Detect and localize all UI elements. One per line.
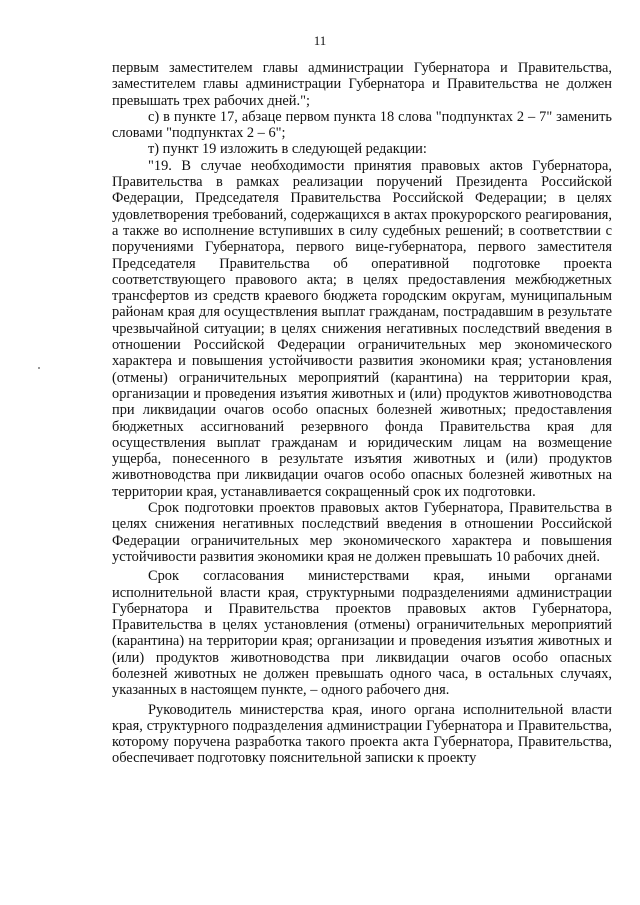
page-number: 11 [313,33,327,48]
paragraph-head-responsibility: Руководитель министерства края, иного органа исполнительной власти края, структурного подразделения администрации Губернатора и Правительства, которому поручена разработка такого проекта акта Губернатора, Правительства, обеспечивает подготовку пояснительной записки к проекту [112,701,612,767]
paragraph-clause-19: "19. В случае необходимости принятия правовых актов Губернатора, Правительства в рамках реализации поручений Президента Российской Федерации, Председателя Правительства Российской Федерации; в целях удовлетворения требований, содержащихся в актах прокурорского реагирования, а также во исполнение вступивших в силу судебных решений; в соответствии с поручениями Губернатора, первого вице-губернатора, первого заместителя Председателя Правительства об оперативной подготовке проекта соответствующего правового акта; в целях предоставления межбюджетных трансфертов из средств краевого бюджета городским округам, муниципальным районам края для осуществления выплат гражданам, пострадавшим в результате чрезвычайной ситуации; в целях снижения негативных последствий введения в отношении Российской Федерации ограничительных мер экономического характера и повышения устойчивости развития экономики края; установления (отмены) ограничительных мероприятий (карантина) на территории края, организации и проведения изъятия животных и (или) продуктов животноводства при ликвидации очагов особо опасных болезней животных; предоставления бюджетных ассигнований резервного фонда Правительства края для осуществления выплат гражданам и юридическим лицам на возмещение ущерба, понесенного в результате изъятия животных и (или) продуктов животноводства при ликвидации очагов особо опасных болезней животных на территории края, устанавливается сокращенный срок их подготовки. [112,157,612,500]
paragraph-item-s: с) в пункте 17, абзаце первом пункта 18 слова "подпунктах 2 – 7" заменить словами "подпунктах 2 – 6"; [112,108,612,142]
paragraph-preparation-term: Срок подготовки проектов правовых актов Губернатора, Правительства в целях снижения негативных последствий введения в отношении Российской Федерации ограничительных мер экономического характера и повышения устойчивости развития экономики края не должен превышать 10 рабочих дней. [112,500,612,565]
scan-artifact-dot [38,367,40,369]
paragraph-continuation: первым заместителем главы администрации Губернатора и Правительства, заместителем главы администрации Губернатора и Правительства не должен превышать трех рабочих дней."; [112,60,612,109]
paragraph-item-t: т) пункт 19 изложить в следующей редакции: [148,141,427,158]
document-body [112,60,612,767]
paragraph-approval-term: Срок согласования министерствами края, иными органами исполнительной власти края, структурными подразделениями администрации Губернатора и Правительства проектов правовых актов Губернатора, Правительства в целях установления (отмены) ограничительных мероприятий (карантина) на территории края; организации и проведения изъятия животных и (или) продуктов животноводства при ликвидации очагов особо опасных болезней животных не должен превышать одного часа, в остальных случаях, указанных в настоящем пункте, – одного рабочего дня. [112,568,612,699]
